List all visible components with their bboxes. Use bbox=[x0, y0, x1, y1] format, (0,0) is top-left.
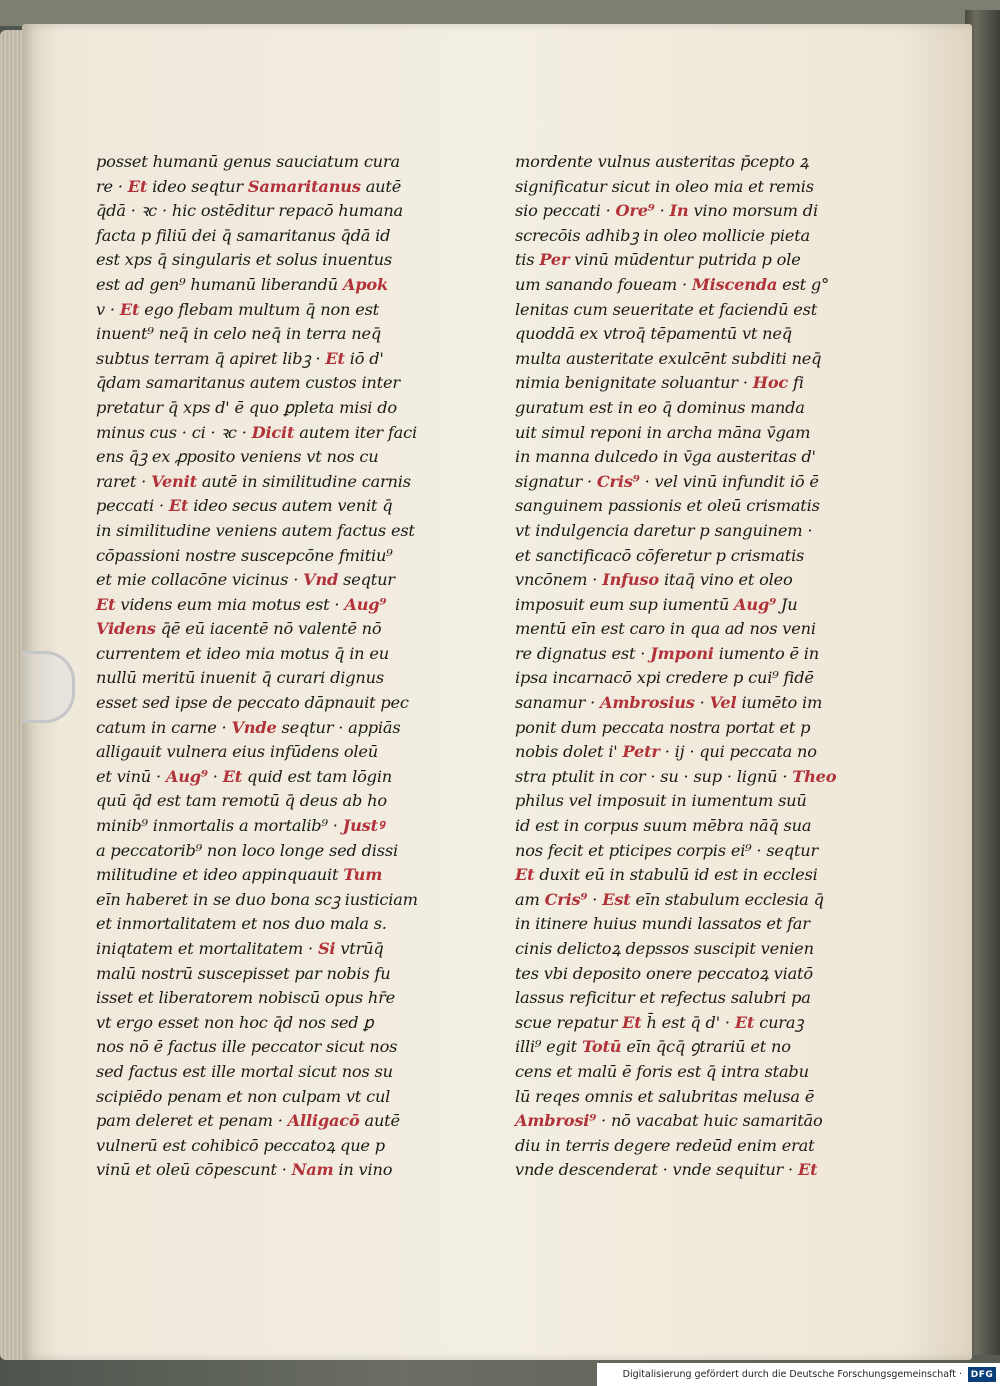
top-book-edge bbox=[0, 0, 1000, 26]
text-line: est ad gen⁹ humanū liberandū Apok bbox=[96, 274, 388, 294]
text-line: in similitudine veniens autem factus est bbox=[96, 520, 415, 540]
text-line: peccati · Et ideo secus autem venit q̄ bbox=[96, 496, 393, 516]
text-line: quoddā ex vtroq̄ tēpamentū vt neq̄ bbox=[515, 324, 792, 344]
text-line: am Cris⁹ · Est eīn stabulum ecclesia q̄ bbox=[515, 889, 824, 909]
text-line: id est in corpus suum mēbra nāq̄ sua bbox=[515, 816, 812, 836]
text-line: esset sed ipse de peccato dāpnauit pec bbox=[96, 693, 409, 713]
text-line: lassus reficitur et refectus salubri pa bbox=[515, 988, 811, 1008]
text-line: mentū eīn est caro in qua ad nos veni bbox=[515, 619, 816, 639]
text-line: nullū meritū inuenit q̄ curari dignus bbox=[96, 668, 384, 688]
text-line: catum in carne · Vnde seqtur · appiās bbox=[96, 717, 401, 737]
left-text-column bbox=[96, 150, 426, 1183]
text-line: in manna dulcedo in v̄ga austeritas d' bbox=[515, 447, 816, 467]
text-line: scipiēdo penam et non culpam vt cul bbox=[96, 1086, 391, 1106]
text-line: vinū et oleū cōpescunt · Nam in vino bbox=[96, 1160, 393, 1180]
text-line: vncōnem · Infuso itaq̄ vino et oleo bbox=[515, 570, 793, 590]
text-line: stra ptulit in cor · su · sup · lignū · Theo bbox=[515, 766, 837, 786]
text-line: nos fecit et pticipes corpis ei⁹ · seqtur bbox=[515, 840, 819, 860]
text-line: multa austeritate exulcēnt subditi neq̄ bbox=[515, 348, 822, 368]
text-line: q̄dā · ꝛc · hic ostēditur repacō humana bbox=[96, 201, 404, 221]
footer-credit-text: Digitalisierung gefördert durch die Deutsche Forschungsgemeinschaft · bbox=[622, 1369, 962, 1380]
text-line: uit simul reponi in archa māna v̄gam bbox=[515, 422, 811, 442]
text-line: isset et liberatorem nobiscū opus hr̄e bbox=[96, 988, 396, 1008]
text-line: screcōis adhibꝫ in oleo mollicie pieta bbox=[515, 225, 811, 245]
text-line: nobis dolet i' Petr · ij · qui peccata no bbox=[515, 742, 817, 762]
text-line: guratum est in eo q̄ dominus manda bbox=[515, 397, 805, 417]
text-line: sanamur · Ambrosius · Vel iumēto im bbox=[515, 693, 823, 713]
text-line: subtus terram q̄ apiret libꝫ · Et iō d' bbox=[96, 348, 384, 368]
right-text-column bbox=[515, 150, 845, 1183]
text-line: iniqtatem et mortalitatem · Si vtrūq̄ bbox=[96, 939, 384, 958]
text-line: Et duxit eū in stabulū id est in ecclesi bbox=[515, 865, 818, 885]
text-line: imposuit eum sup iumentū Aug⁹ Ju bbox=[515, 594, 798, 614]
text-line: pretatur q̄ xps d' ē quo ꝑpleta misi do bbox=[96, 397, 397, 417]
text-line: um sanando foueam · Miscenda est g° bbox=[515, 274, 829, 294]
text-line: vulnerū est cohibicō peccatoꝝ que p bbox=[96, 1135, 385, 1155]
text-line: alligauit vulnera eius infūdens oleū bbox=[96, 742, 379, 762]
text-line: sed factus est ille mortal sicut nos su bbox=[96, 1061, 393, 1081]
digitization-footer bbox=[597, 1363, 1000, 1386]
text-line: ens q̄ꝫ ex ꝓposito veniens vt nos cu bbox=[96, 447, 379, 467]
text-line: sio peccati · Ore⁹ · In vino morsum di bbox=[515, 201, 818, 221]
text-line: Ambrosi⁹ · nō vacabat huic samaritāo bbox=[515, 1111, 823, 1131]
text-line: tis Per vinū mūdentur putrida p ole bbox=[515, 250, 801, 270]
text-line: nos nō ē factus ille peccator sicut nos bbox=[96, 1037, 398, 1057]
text-line: est xps q̄ singularis et solus inuentus bbox=[96, 250, 392, 270]
text-line: philus vel imposuit in iumentum suū bbox=[515, 791, 807, 811]
text-line: eīn haberet in se duo bona scꝫ iusticiam bbox=[96, 889, 418, 909]
text-line: vt ergo esset non hoc q̄d nos sed ꝑ bbox=[96, 1012, 374, 1032]
text-line: q̄dam samaritanus autem custos inter bbox=[96, 373, 400, 393]
page-clip bbox=[22, 651, 75, 723]
text-line: facta p filiū dei q̄ samaritanus q̄dā id bbox=[96, 225, 391, 245]
text-line: vt indulgencia daretur p sanguinem · bbox=[515, 520, 813, 540]
text-line: lenitas cum seueritate et faciendū est bbox=[515, 299, 818, 319]
text-line: v · Et ego flebam multum q̄ non est bbox=[96, 299, 379, 319]
text-line: Et videns eum mia motus est · Aug⁹ bbox=[96, 594, 387, 614]
text-line: pam deleret et penam · Alligacō autē bbox=[96, 1111, 400, 1131]
text-line: nimia benignitate soluantur · Hoc fi bbox=[515, 373, 804, 393]
text-line: minib⁹ inmortalis a mortalib⁹ · Justꝰ bbox=[96, 816, 384, 836]
dfg-logo-icon: DFG bbox=[968, 1367, 996, 1382]
text-line: illi⁹ egit Totū eīn q̄cq̄ ꝯtrariū et no bbox=[515, 1037, 791, 1057]
text-line: ipsa incarnacō xpi credere p cui⁹ fidē bbox=[515, 668, 814, 688]
text-line: et vinū · Aug⁹ · Et quid est tam lōgin bbox=[96, 766, 393, 786]
text-line: malū nostrū suscepisset par nobis fu bbox=[96, 963, 391, 983]
text-line: vnde descenderat · vnde sequitur · Et bbox=[515, 1160, 818, 1180]
text-line: raret · Venit autē in similitudine carnis bbox=[96, 471, 411, 491]
text-line: currentem et ideo mia motus q̄ in eu bbox=[96, 643, 389, 663]
text-line: et inmortalitatem et nos duo mala s. bbox=[96, 914, 387, 934]
text-line: diu in terris degere redeūd enim erat bbox=[515, 1135, 815, 1155]
text-line: mordente vulnus austeritas p̄cepto ꝝ bbox=[515, 152, 809, 171]
text-line: signatur · Cris⁹ · vel vinū infundit iō ē bbox=[515, 471, 819, 491]
text-line: sanguinem passionis et oleū crismatis bbox=[515, 496, 820, 516]
text-line: scue repatur Et h̄ est q̄ d' · Et curaꝫ bbox=[515, 1012, 804, 1032]
text-line: a peccatorib⁹ non loco longe sed dissi bbox=[96, 840, 398, 860]
text-line: posset humanū genus sauciatum cura bbox=[96, 152, 400, 171]
text-line: cōpassioni nostre suscepcōne fmitiu⁹ bbox=[96, 545, 393, 565]
text-line: tes vbi deposito onere peccatoꝝ viatō bbox=[515, 963, 813, 983]
text-line: quū q̄d est tam remotū q̄ deus ab ho bbox=[96, 791, 387, 811]
text-line: ponit dum peccata nostra portat et p bbox=[515, 717, 811, 737]
text-line: re dignatus est · Jmponi iumento ē in bbox=[515, 643, 819, 663]
text-line: cinis delictoꝝ depssos suscipit venien bbox=[515, 939, 814, 958]
text-line: cens et malū ē foris est q̄ intra stabu bbox=[515, 1061, 809, 1081]
text-line: lū reqes omnis et salubritas melusa ē bbox=[515, 1086, 815, 1106]
text-line: minus cus · ci · ꝛc · Dicit autem iter faci bbox=[96, 422, 417, 442]
text-line: militudine et ideo appinquauit Tum bbox=[96, 865, 383, 885]
text-line: et mie collacōne vicinus · Vnd seqtur bbox=[96, 570, 395, 590]
text-line: et sanctificacō cōferetur p crismatis bbox=[515, 545, 805, 565]
text-line: re · Et ideo seqtur Samaritanus autē bbox=[96, 176, 402, 196]
text-line: significatur sicut in oleo mia et remis bbox=[515, 176, 814, 196]
text-line: inuent⁹ neq̄ in celo neq̄ in terra neq̄ bbox=[96, 324, 382, 344]
text-line: Videns q̄ē eū iacentē nō valentē nō bbox=[96, 619, 382, 639]
text-line: in itinere huius mundi lassatos et far bbox=[515, 914, 810, 934]
